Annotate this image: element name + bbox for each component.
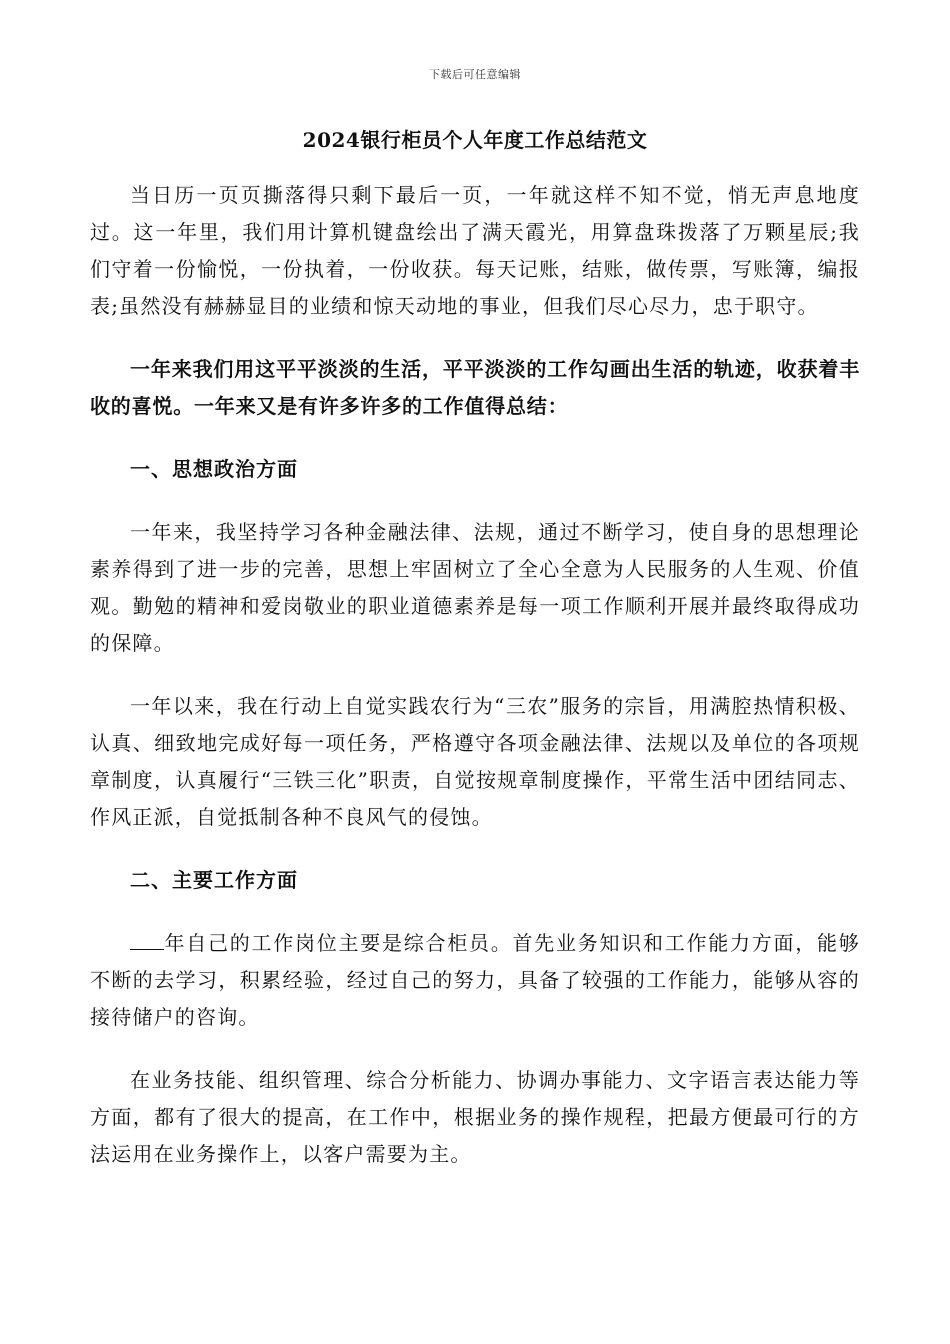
header-note: 下载后可任意编辑: [429, 68, 521, 81]
paragraph-work-position: [90, 925, 860, 1036]
paragraph-political-study: 一年来，我坚持学习各种金融法律、法规，通过不断学习，使自身的思想理论素养得到了进一步的完善，思想上牢固树立了全心全意为人民服务的人生观、价值观。勤勉的精神和爱岗敬业的职业道德素养是每一项工作顺利开展并最终取得成功的保障。: [90, 520, 860, 655]
paragraph-intro: 当日历一页页撕落得只剩下最后一页，一年就这样不知不觉，悄无声息地度过。这一年里，我们用计算机键盘绘出了满天霞光，用算盘珠拨落了万颗星辰;我们守着一份愉悦，一份执着，一份收获。每天记账，结账，做传票，写账簿，编报表;虽然没有赫赫显目的业绩和惊天动地的事业，但我们尽心尽力，忠于职守。: [90, 183, 860, 318]
section-heading-work: 二、主要工作方面: [130, 868, 298, 892]
document-body: [90, 177, 860, 1199]
paragraph-work-position-text: 年自己的工作岗位主要是综合柜员。首先业务知识和工作能力方面，能够不断的去学习，积累经验，经过自己的努力，具备了较强的工作能力，能够从容的接待储户的咨询。: [90, 931, 860, 1029]
document-title: 2024银行柜员个人年度工作总结范文: [302, 128, 648, 152]
paragraph-summary-lead: 一年来我们用这平平淡淡的生活，平平淡淡的工作勾画出生活的轨迹，收获着丰收的喜悦。一年来又是有许多许多的工作值得总结：: [90, 357, 860, 418]
paragraph-political-action: 一年以来，我在行动上自觉实践农行为“三农”服务的宗旨，用满腔热情积极、认真、细致地完成好每一项任务，严格遵守各项金融法律、法规以及单位的各项规章制度，认真履行“三铁三化”职责，自觉按规章制度操作，平常生活中团结同志、作风正派，自觉抵制各种不良风气的侵蚀。: [90, 694, 860, 829]
section-heading-political: 一、思想政治方面: [130, 457, 298, 481]
paragraph-work-skills: 在业务技能、组织管理、综合分析能力、协调办事能力、文字语言表达能力等方面，都有了很大的提高，在工作中，根据业务的操作规程，把最方便最可行的方法运用在业务操作上，以客户需要为主。: [90, 1068, 860, 1166]
year-blank: [130, 931, 164, 950]
